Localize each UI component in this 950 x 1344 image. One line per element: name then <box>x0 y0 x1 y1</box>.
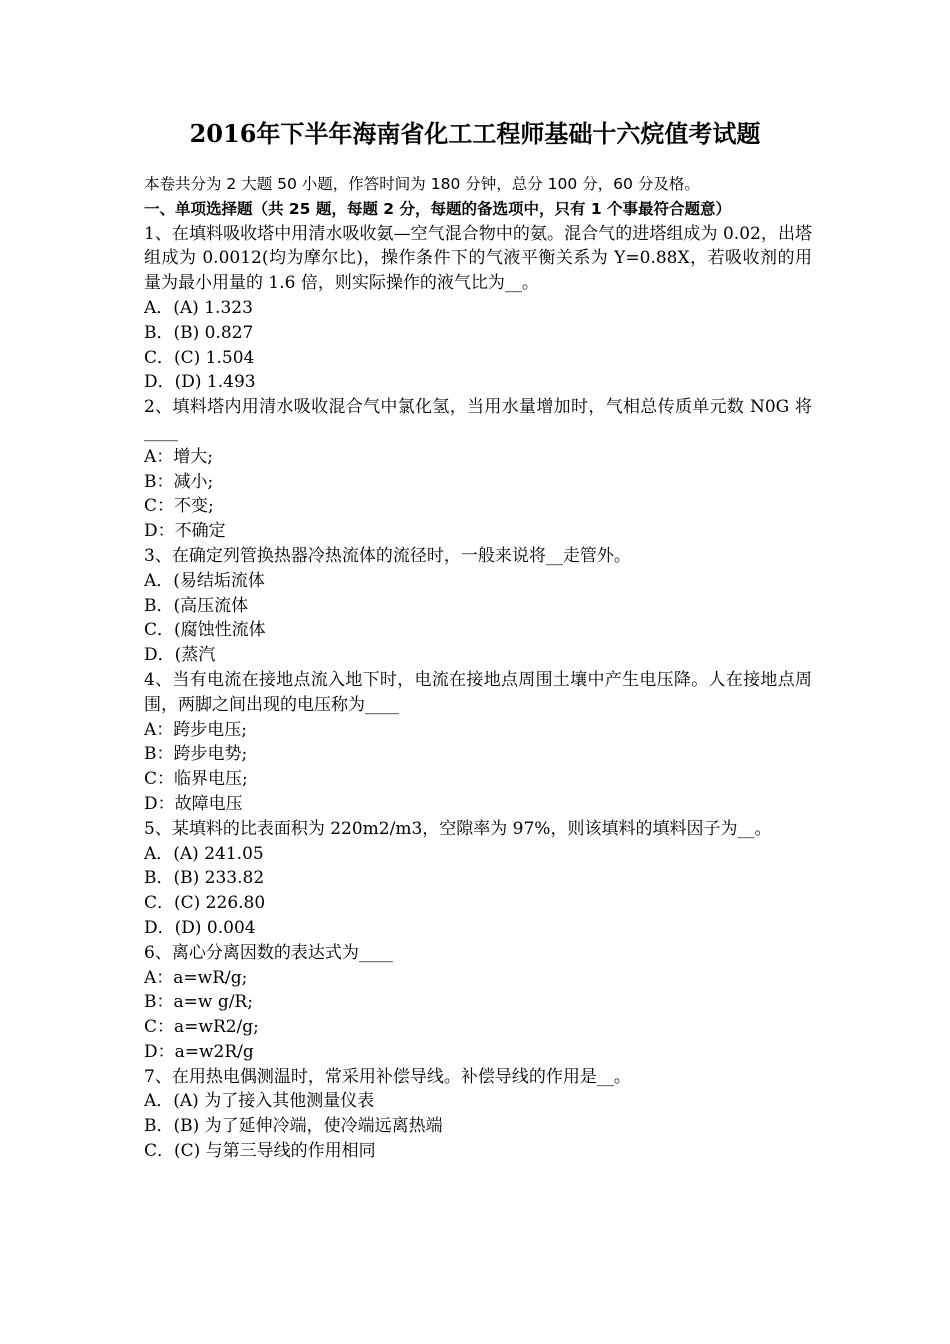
exam-intro: 本卷共分为 2 大题 50 小题，作答时间为 180 分钟，总分 100 分，60 分及格。 <box>144 175 700 193</box>
option-b: B．(B) 0.827 <box>144 322 254 343</box>
question-3 <box>144 544 812 668</box>
document-body <box>144 172 812 1164</box>
option-d: D．(D) 1.493 <box>144 372 256 393</box>
option-c: C．(腐蚀性流体 <box>144 620 266 641</box>
option-b: B．(B) 233.82 <box>144 868 265 889</box>
option-d: D：不确定 <box>144 521 226 542</box>
question-text: 1、在填料吸收塔中用清水吸收氨—空气混合物中的氨。混合气的进塔组成为 0.02，出塔组成为 0.0012(均为摩尔比)，操作条件下的气液平衡关系为 Y=0.88X，若吸收剂的用量为最小用量的 1.6 倍，则实际操作的液气比为__。 <box>144 223 812 294</box>
option-a: A．(A) 241.05 <box>144 843 264 864</box>
option-a: A．(易结垢流体 <box>144 570 265 591</box>
option-a: A：跨步电压; <box>144 719 248 740</box>
option-c: C：不变; <box>144 496 214 517</box>
option-b: B．(B) 为了延伸冷端，使冷端远离热端 <box>144 1116 443 1137</box>
document-title: 2016年下半年海南省化工工程师基础十六烷值考试题 <box>189 119 761 148</box>
option-a: A．(A) 为了接入其他测量仪表 <box>144 1091 375 1112</box>
question-4 <box>144 668 812 817</box>
option-a: A：a=wR/g; <box>144 967 248 988</box>
option-c: C．(C) 1.504 <box>144 347 255 368</box>
option-b: B：减小; <box>144 471 214 492</box>
option-c: C．(C) 与第三导线的作用相同 <box>144 1141 376 1162</box>
option-d: D．(蒸汽 <box>144 645 216 666</box>
question-text: 3、在确定列管换热器冷热流体的流径时，一般来说将__走管外。 <box>144 545 631 566</box>
option-d: D：故障电压 <box>144 793 243 814</box>
question-1 <box>144 222 812 396</box>
option-c: C．(C) 226.80 <box>144 893 266 914</box>
option-b: B：跨步电势; <box>144 744 248 765</box>
question-text: 6、离心分离因数的表达式为____ <box>144 942 393 963</box>
question-2 <box>144 395 812 544</box>
question-6 <box>144 941 812 1065</box>
question-text: 4、当有电流在接地点流入地下时，电流在接地点周围土壤中产生电压降。人在接地点周围，两脚之间出现的电压称为____ <box>144 669 812 715</box>
option-b: B：a=w g/R; <box>144 992 253 1013</box>
question-7 <box>144 1065 812 1164</box>
option-d: D：a=w2R/g <box>144 1041 254 1062</box>
option-b: B．(高压流体 <box>144 595 249 616</box>
question-5 <box>144 817 812 941</box>
question-text: 2、填料塔内用清水吸收混合气中氯化氢，当用水量增加时，气相总传质单元数 N0G 将____ <box>144 397 812 442</box>
section-heading: 一、单项选择题（共 25 题，每题 2 分，每题的备选项中，只有 1 个事最符合题意） <box>144 199 732 218</box>
question-text: 5、某填料的比表面积为 220m2/m3，空隙率为 97%，则该填料的填料因子为__。 <box>144 818 772 839</box>
option-d: D．(D) 0.004 <box>144 917 256 938</box>
option-c: C：a=wR2/g; <box>144 1017 259 1038</box>
option-a: A：增大; <box>144 446 214 467</box>
option-c: C：临界电压; <box>144 769 248 790</box>
option-a: A．(A) 1.323 <box>144 297 253 318</box>
question-text: 7、在用热电偶测温时，常采用补偿导线。补偿导线的作用是__。 <box>144 1066 631 1087</box>
